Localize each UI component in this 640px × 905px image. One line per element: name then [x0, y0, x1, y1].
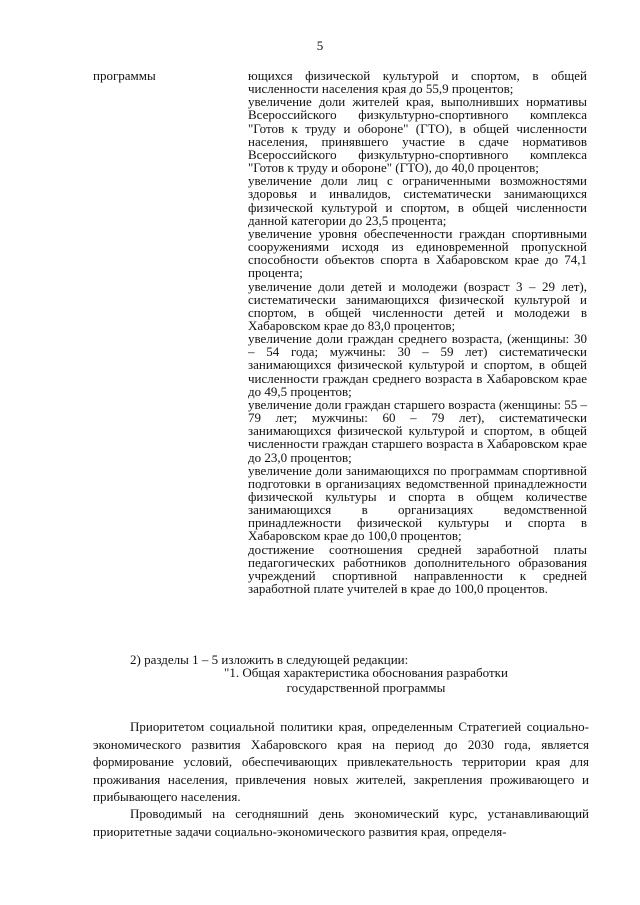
goal-item: достижение соотношения средней заработной платы педагогических работников дополнительного образования учреждений спортивной направленности к средней заработной плате учителей в крае до 100,0 процентов.	[248, 541, 587, 597]
goal-item: увеличение доли детей и молодежи (возраст 3 – 29 лет), систематически занимающихся физической культурой и спортом, в общей численности детей и молодежи в Хабаровском крае до 83,0 процентов;	[248, 278, 587, 333]
table-left-column	[93, 69, 248, 595]
section-heading: "1. Общая характеристика обоснования разработки государственной программы	[224, 665, 508, 695]
goal-item: увеличение доли граждан старшего возраста (женщины: 55 – 79 лет; мужчины: 60 – 79 лет), систематически занимающихся физической культурой и спортом, в общей численности граждан старшего возраста в Хабаровском крае до 23,0 процентов;	[248, 396, 587, 465]
goal-item: увеличение доли граждан среднего возраста, (женщины: 30 – 54 года; мужчины: 30 – 59 лет) систематически занимающихся физической культурой и спортом, в общей численности граждан среднего возраста в Хабаровском крае до 49,5 процентов;	[248, 331, 587, 399]
body-paragraph: Приоритетом социальной политики края, определенным Стратегией социально-экономического развития Хабаровского края на период до 2030 года, является формирование условий, обеспечивающих привлекательность территории края для проживания населения, привлечения новых жителей, закрепления проживающего и прибывающего населения.	[93, 719, 589, 804]
goal-item: увеличение доли лиц с ограниченными возможностями здоровья и инвалидов, систематически занимающихся физической культурой и спортом, в общей численности данной категории до 23,5 процента;	[248, 173, 587, 228]
body-paragraph: Проводимый на сегодняшний день экономический курс, устанавливающий приоритетные задачи социально-экономического развития края, определя-	[93, 806, 589, 839]
amendment-instruction: 2) разделы 1 – 5 изложить в следующей редакции:	[130, 652, 409, 667]
table-right-column	[248, 69, 587, 595]
goal-item: увеличение уровня обеспеченности граждан спортивными сооружениями исходя из единовременной пропускной способности объектов спорта в Хабаровском крае до 74,1 процента;	[248, 225, 587, 281]
page-number: 5	[316, 38, 324, 53]
goal-item: увеличение доли занимающихся по программам спортивной подготовки в организациях ведомственной принадлежности физической культуры и спорта в общем количестве занимающихся в организациях ведомственной принадлежности физической культуры и спорта в Хабаровском крае до 100,0 процентов;	[248, 462, 587, 544]
left-column-label: программы	[93, 68, 156, 83]
goal-item: ющихся физической культурой и спортом, в общей численности населения края до 55,9 процентов;	[248, 68, 587, 97]
goal-item: увеличение доли жителей края, выполнивших нормативы Всероссийского физкультурно-спортивного комплекса "Готов к труду и обороне" (ГТО), в общей численности населения, принявшего участие в сдаче нормативов Всероссийского физкультурно-спортивного комплекса "Готов к труду и обороне" (ГТО), до 40,0 процентов;	[248, 94, 587, 176]
program-passport-table	[93, 69, 587, 595]
